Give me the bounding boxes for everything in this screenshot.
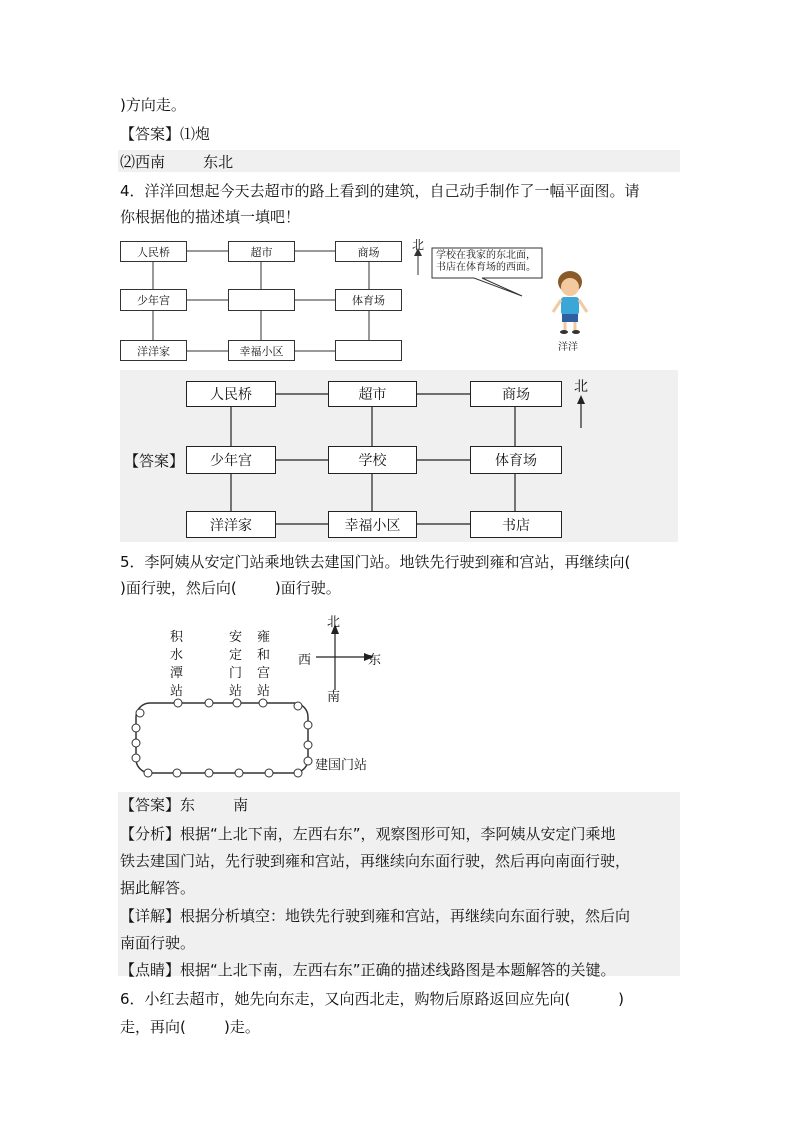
map-cell: 人民桥: [186, 381, 276, 407]
key-point-line: 【点睛】根据“上北下南，左西右东”正确的描述线路图是本题解答的关键。: [120, 961, 616, 979]
map-cell: 少年宫: [186, 446, 276, 474]
analysis-line: 据此解答。: [120, 879, 196, 897]
answer-line: 【答案】东 南: [120, 796, 249, 814]
question-4-line1: 4．洋洋回想起今天去超市的路上看到的建筑，自己动手制作了一幅平面图。请: [120, 182, 640, 200]
compass-east: 东: [368, 653, 382, 668]
question-4-line2: 你根据他的描述填一填吧！: [120, 208, 301, 226]
map-cell: 超市: [328, 381, 417, 407]
speech-bubble-text: 学校在我家的东北面， 书店在体育场的西面。: [436, 250, 536, 273]
answer-line: 【答案】⑴炮: [120, 125, 211, 143]
map-cell: 书店: [470, 511, 562, 538]
analysis-line: 【分析】根据“上北下南，左西右东”，观察图形可知，李阿姨从安定门乘地: [120, 825, 616, 843]
question-6-line2: 走，再向( )走。: [120, 1018, 260, 1036]
station-label: 建国门站: [315, 758, 368, 773]
map-cell: 学校: [328, 446, 417, 474]
detail-line: 南面行驶。: [120, 934, 196, 952]
map-cell: 超市: [228, 241, 295, 262]
answer-line: ⑵西南 东北: [120, 153, 234, 171]
map-cell: 洋洋家: [186, 511, 276, 538]
question-5-line1: 5．李阿姨从安定门站乘地铁去建国门站。地铁先行驶到雍和宫站，再继续向(: [120, 553, 631, 571]
station-label: 安 定 门 站: [229, 630, 243, 699]
compass-west: 西: [298, 653, 312, 668]
map-cell: 少年宫: [120, 289, 187, 311]
map-cell: 体育场: [335, 289, 402, 311]
north-label: 北: [574, 379, 588, 395]
map-cell: 幸福小区: [328, 511, 417, 538]
station-label: 积 水 潭 站: [170, 630, 184, 699]
map-cell: 洋洋家: [120, 340, 187, 361]
map-cell: 幸福小区: [228, 340, 295, 361]
map-cell: 人民桥: [120, 241, 187, 262]
detail-line: 【详解】根据分析填空：地铁先行驶到雍和宫站，再继续向东面行驶，然后向: [120, 907, 631, 925]
compass-south: 南: [327, 690, 341, 705]
north-label: 北: [412, 238, 425, 252]
question-5-line2: )面行驶，然后向( )面行驶。: [120, 579, 341, 597]
map-cell: 商场: [470, 381, 562, 407]
question-6-line1: 6．小红去超市，她先向东走，又向西北走，购物后原路返回应先向( ): [120, 990, 624, 1008]
compass-north: 北: [327, 615, 341, 630]
map-cell: 体育场: [470, 446, 562, 474]
map-cell: 商场: [335, 241, 402, 262]
child-name: 洋洋: [558, 342, 578, 353]
analysis-line: 铁去建国门站，先行驶到雍和宫站，再继续向东面行驶，然后再向南面行驶，: [120, 852, 631, 870]
answer-label: 【答案】: [124, 452, 185, 470]
text-line: )方向走。: [120, 96, 186, 114]
station-label: 雍 和 宫 站: [257, 630, 271, 699]
